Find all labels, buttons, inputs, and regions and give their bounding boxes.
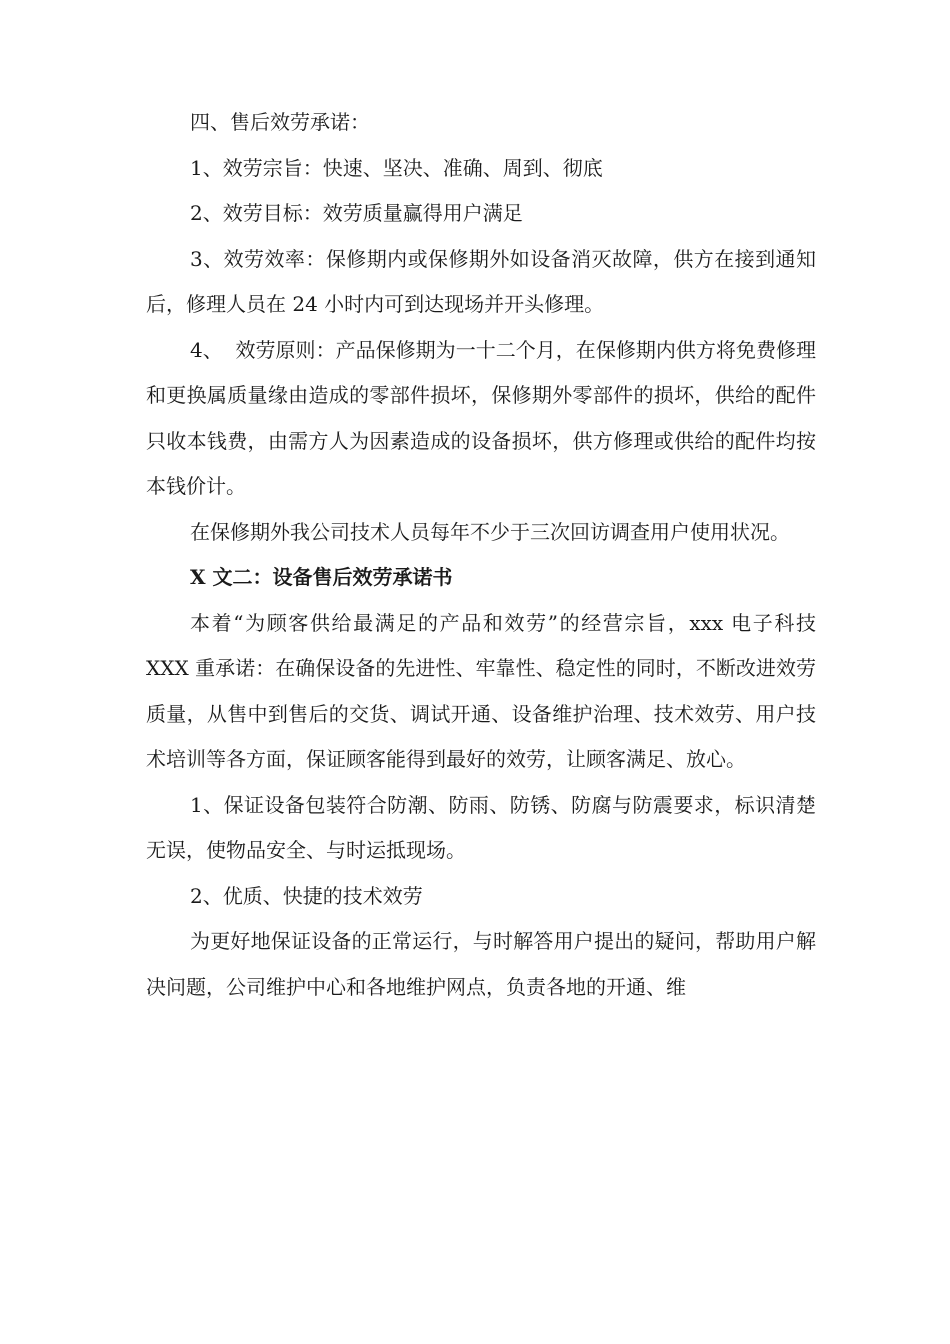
document-body bbox=[146, 100, 823, 1010]
item-1-purpose: 1、效劳宗旨：快速、坚决、准确、周到、彻底 bbox=[190, 155, 603, 180]
intro-commitment: 本着“为顾客供给最满足的产品和效劳”的经营宗旨，xxx 电子科技 XXX 重承诺：在确保设备的先进性、牢靠性、稳定性的同时，不断改进效劳质量，从售中到售后的交货、调试开通、设备维护治理、技术效劳、用户技术培训等各方面，保证顾客能得到最好的效劳，让顾客满足、放心。 bbox=[146, 610, 823, 771]
commit-2-tech-service: 2、优质、快捷的技术效劳 bbox=[190, 883, 423, 908]
section-x-heading: X 文二：设备售后效劳承诺书 bbox=[190, 565, 453, 589]
item-3-efficiency: 3、效劳效率：保修期内或保修期外如设备消灭故障，供方在接到通知后，修理人员在 24 小时内可到达现场并开头修理。 bbox=[146, 246, 816, 316]
item-2-goal: 2、效劳目标：效劳质量赢得用户满足 bbox=[190, 201, 523, 225]
item-4-principle: 4、 效劳原则：产品保修期为一十二个月，在保修期内供方将免费修理和更换属质量缘由造成的零部件损坏，保修期外零部件的损坏，供给的配件只收本钱费，由需方人为因素造成的设备损坏，供方修理或供给的配件均按本钱价计。 bbox=[146, 337, 816, 498]
section-four-heading: 四、售后效劳承诺： bbox=[190, 110, 370, 134]
commit-1-packaging: 1、保证设备包装符合防潮、防雨、防锈、防腐与防震要求，标识清楚无误，使物品安全、与时运抵现场。 bbox=[146, 792, 816, 862]
followup-visits: 在保修期外我公司技术人员每年不少于三次回访调查用户使用状况。 bbox=[190, 519, 790, 544]
tech-service-detail: 为更好地保证设备的正常运行，与时解答用户提出的疑问，帮助用户解决问题，公司维护中心和各地维护网点，负责各地的开通、维 bbox=[146, 929, 816, 999]
